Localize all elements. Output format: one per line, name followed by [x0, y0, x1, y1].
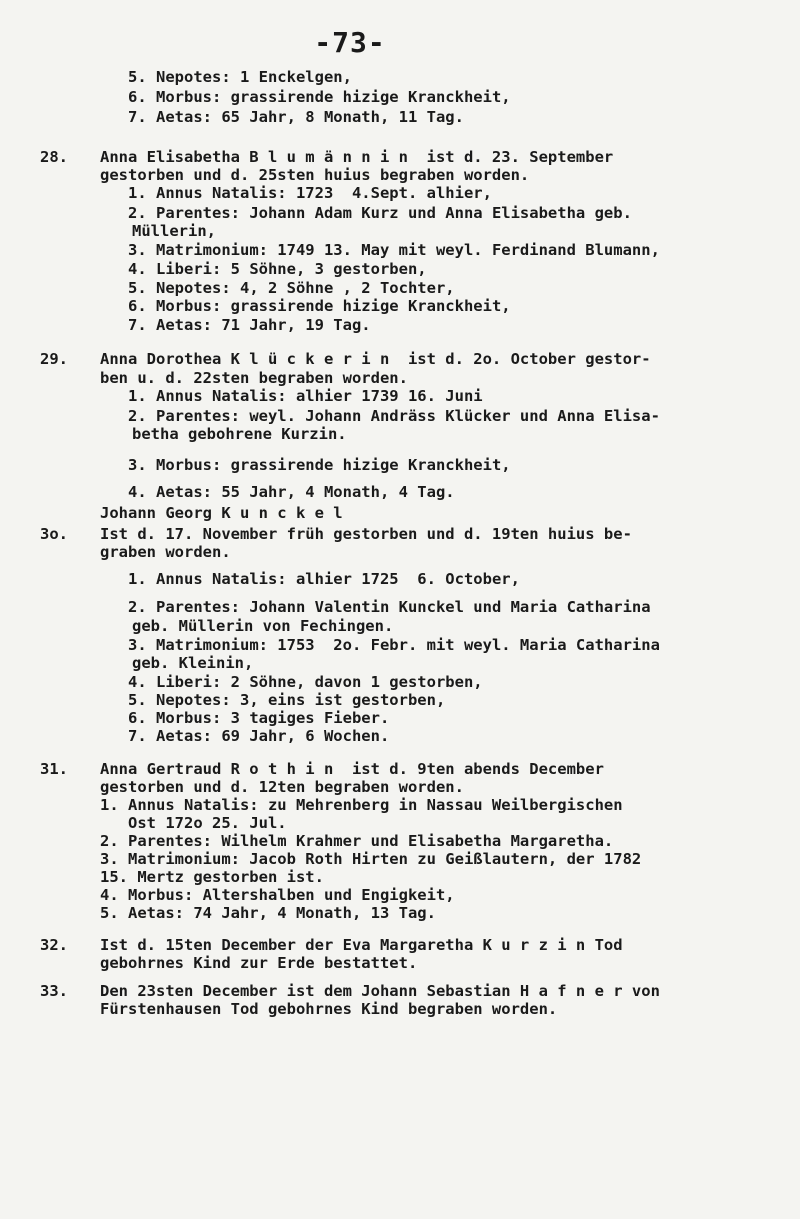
page-number: -73-: [314, 26, 386, 59]
entry-item: 5. Aetas: 74 Jahr, 4 Monath, 13 Tag.: [100, 904, 436, 922]
entry-item: 4. Morbus: Altershalben und Engigkeit,: [100, 886, 455, 904]
entry-item: 6. Morbus: grassirende hizige Kranckheit,: [128, 297, 511, 315]
entry-header-line: Ist d. 17. November früh gestorben und d. 19ten huius be-: [100, 525, 632, 543]
prev-item-nepotes: 5. Nepotes: 1 Enckelgen,: [128, 68, 352, 86]
entry-number: 28.: [40, 148, 68, 166]
entry-header-line: Anna Gertraud R o t h i n ist d. 9ten abends December: [100, 760, 604, 778]
entry-item: 2. Parentes: Johann Valentin Kunckel und Maria Catharina: [128, 598, 651, 616]
entry-item: 1. Annus Natalis: alhier 1725 6. October,: [128, 570, 520, 588]
entry-item-continuation: Ost 172o 25. Jul.: [128, 814, 287, 832]
entry-header-line: gestorben und d. 25sten huius begraben worden.: [100, 166, 530, 184]
entry-number: 3o.: [40, 525, 68, 543]
entry-header-line: graben worden.: [100, 543, 231, 561]
entry-item: 6. Morbus: 3 tagiges Fieber.: [128, 709, 390, 727]
entry-number: 33.: [40, 982, 68, 1000]
entry-number: 32.: [40, 936, 68, 954]
entry-item: 5. Nepotes: 4, 2 Söhne , 2 Tochter,: [128, 279, 455, 297]
entry-header-line: gebohrnes Kind zur Erde bestattet.: [100, 954, 418, 972]
entry-item: 3. Morbus: grassirende hizige Kranckheit,: [128, 456, 511, 474]
entry-item: 2. Parentes: Wilhelm Krahmer und Elisabetha Margaretha.: [100, 832, 614, 850]
prev-item-morbus: 6. Morbus: grassirende hizige Kranckheit,: [128, 88, 511, 106]
entry-item: 2. Parentes: weyl. Johann Andräss Klücker und Anna Elisa-: [128, 407, 660, 425]
entry-item-continuation: Müllerin,: [132, 222, 216, 240]
entry-item: 3. Matrimonium: 1749 13. May mit weyl. Ferdinand Blumann,: [128, 241, 660, 259]
entry-header-line: ben u. d. 22sten begraben worden.: [100, 369, 408, 387]
entry-header-line: Den 23sten December ist dem Johann Sebastian H a f n e r von: [100, 982, 660, 1000]
entry-number: 31.: [40, 760, 68, 778]
entry-item: 5. Nepotes: 3, eins ist gestorben,: [128, 691, 446, 709]
entry-item-continuation: 15. Mertz gestorben ist.: [100, 868, 324, 886]
entry-item: 2. Parentes: Johann Adam Kurz und Anna Elisabetha geb.: [128, 204, 632, 222]
entry-number: 29.: [40, 350, 68, 368]
entry-item: 4. Aetas: 55 Jahr, 4 Monath, 4 Tag.: [128, 483, 455, 501]
entry-item: 7. Aetas: 71 Jahr, 19 Tag.: [128, 316, 371, 334]
entry-item: 4. Liberi: 5 Söhne, 3 gestorben,: [128, 260, 427, 278]
entry-header-line: Anna Elisabetha B l u m ä n n i n ist d. 23. September: [100, 148, 614, 166]
entry-header-line: Ist d. 15ten December der Eva Margaretha K u r z i n Tod: [100, 936, 623, 954]
entry-header-line: Anna Dorothea K l ü c k e r i n ist d. 2o. October gestor-: [100, 350, 651, 368]
entry-item-continuation: geb. Müllerin von Fechingen.: [132, 617, 394, 635]
entry-header-line: Fürstenhausen Tod gebohrnes Kind begraben worden.: [100, 1000, 558, 1018]
entry-item: 4. Liberi: 2 Söhne, davon 1 gestorben,: [128, 673, 483, 691]
entry-name-line: Johann Georg K u n c k e l: [100, 504, 343, 522]
entry-item: 1. Annus Natalis: 1723 4.Sept. alhier,: [128, 184, 492, 202]
entry-header-line: gestorben und d. 12ten begraben worden.: [100, 778, 464, 796]
entry-item: 3. Matrimonium: Jacob Roth Hirten zu Geißlautern, der 1782: [100, 850, 642, 868]
entry-item: 3. Matrimonium: 1753 2o. Febr. mit weyl. Maria Catharina: [128, 636, 660, 654]
entry-item-continuation: betha gebohrene Kurzin.: [132, 425, 347, 443]
entry-item: 7. Aetas: 69 Jahr, 6 Wochen.: [128, 727, 390, 745]
entry-item-continuation: geb. Kleinin,: [132, 654, 254, 672]
entry-item: 1. Annus Natalis: zu Mehrenberg in Nassau Weilbergischen: [100, 796, 623, 814]
prev-item-aetas: 7. Aetas: 65 Jahr, 8 Monath, 11 Tag.: [128, 108, 464, 126]
entry-item: 1. Annus Natalis: alhier 1739 16. Juni: [128, 387, 483, 405]
